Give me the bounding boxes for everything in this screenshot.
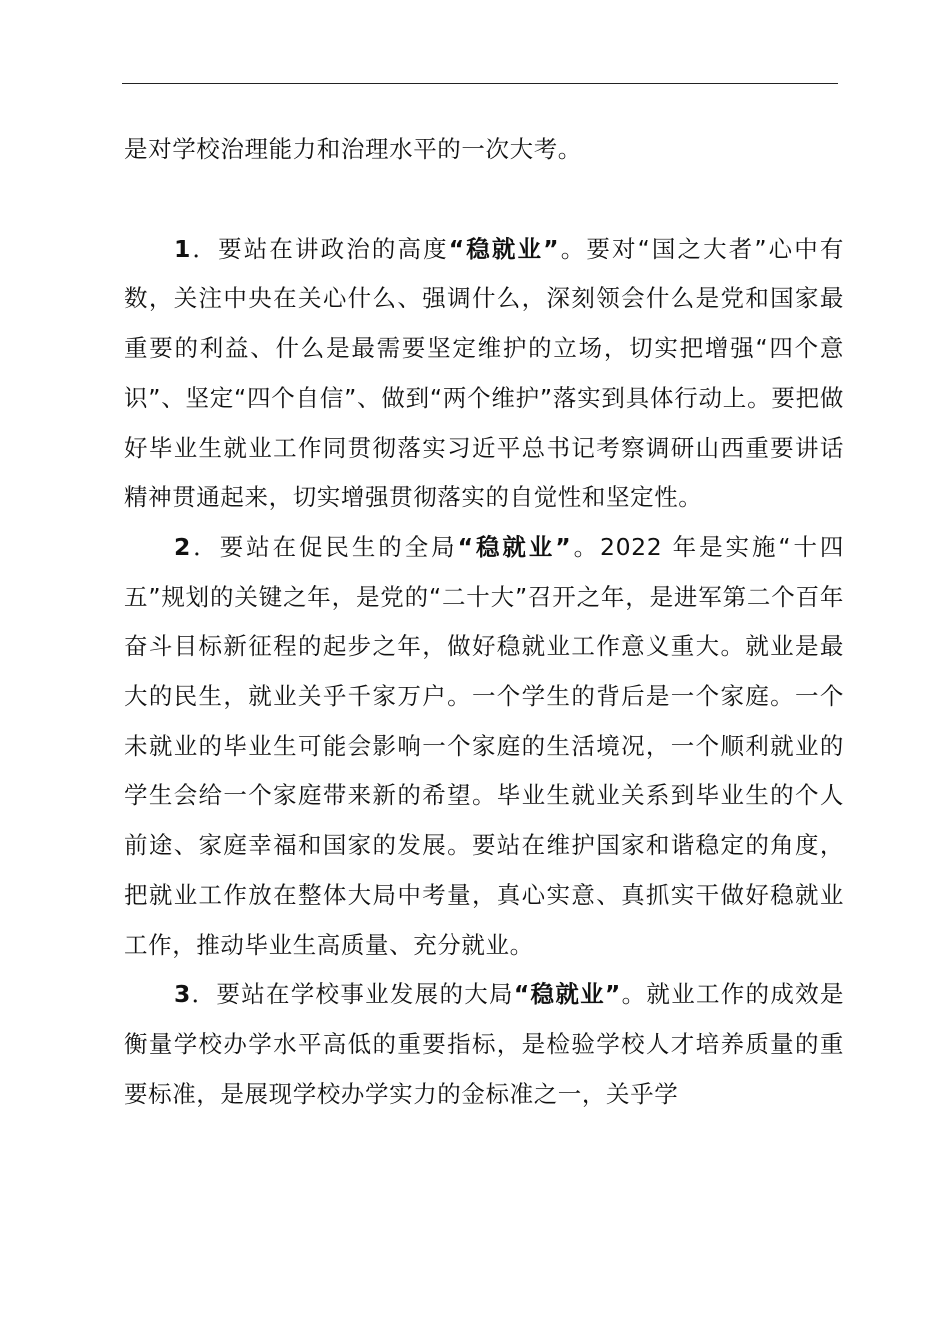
section-number: 1 xyxy=(174,234,191,263)
section-lead: ．要站在促民生的全局 xyxy=(190,532,458,561)
section-lead: ．要站在学校事业发展的大局 xyxy=(190,980,514,1009)
section-paragraph-1 xyxy=(124,225,844,523)
section-keyword: “稳就业” xyxy=(448,234,560,263)
section-body: 。要对“国之大者”心中有数，关注中央在关心什么、强调什么，深刻领会什么是党和国家最重要的利益、什么是最需要坚定维护的立场，切实把增强“四个意识”、坚定“四个自信”、做到“两个维护”落实到具体行动上。要把做好毕业生就业工作同贯彻落实习近平总书记考察调研山西重要讲话精神贯通起来，切实增强贯彻落实的自觉性和坚定性。 xyxy=(124,234,845,512)
section-number: 2 xyxy=(174,532,191,561)
header-rule xyxy=(122,83,838,84)
document-body xyxy=(124,125,844,1119)
section-lead: ．要站在讲政治的高度 xyxy=(190,234,449,263)
section-keyword: “稳就业” xyxy=(513,980,621,1009)
section-keyword: “稳就业” xyxy=(457,532,572,561)
section-number: 3 xyxy=(174,980,191,1009)
intro-paragraph: 是对学校治理能力和治理水平的一次大考。 xyxy=(124,135,582,163)
section-paragraph-3 xyxy=(124,970,844,1119)
section-body: 。2022 年是实施“十四五”规划的关键之年，是党的“二十大”召开之年，是进军第二个百年奋斗目标新征程的起步之年，做好稳就业工作意义重大。就业是最大的民生，就业关乎千家万户。一个学生的背后是一个家庭。一个未就业的毕业生可能会影响一个家庭的生活境况，一个顺利就业的学生会给一个家庭带来新的希望。毕业生就业关系到毕业生的个人前途、家庭幸福和国家的发展。要站在维护国家和谐稳定的角度，把就业工作放在整体大局中考量，真心实意、真抓实干做好稳就业工作，推动毕业生高质量、充分就业。 xyxy=(124,532,845,959)
section-paragraph-2 xyxy=(124,523,844,970)
section-body: 。就业工作的成效是衡量学校办学水平高低的重要指标，是检验学校人才培养质量的重要标准，是展现学校办学实力的金标准之一，关乎学 xyxy=(124,980,844,1108)
